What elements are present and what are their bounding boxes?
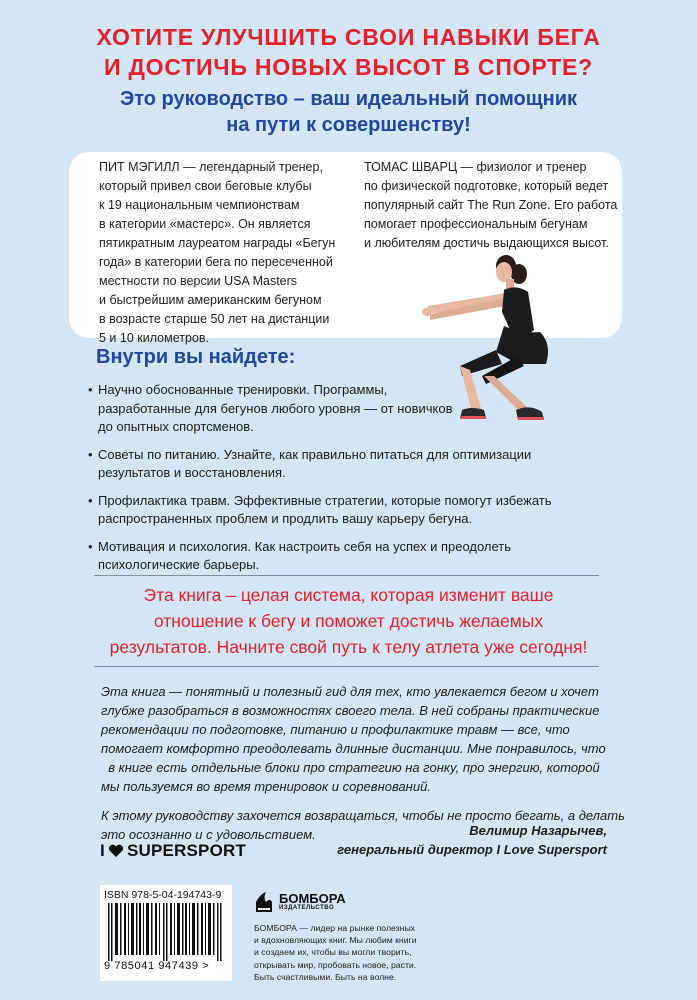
list-item — [88, 446, 558, 483]
list-item-line: до опытных спортсменов. — [98, 419, 254, 434]
list-item-line: психологические барьеры. — [98, 557, 260, 572]
publisher-line: и вдохновляющих книг. Мы любим книги — [254, 935, 417, 946]
signature-name: Велимир Назарычев, — [469, 823, 607, 838]
list-item-line: • Советы по питанию. Узнайте, как правильно питаться для оптимизации — [98, 446, 532, 462]
publisher-line: открывать мир, пробовать новое, расти. — [254, 959, 417, 970]
callout-text — [0, 582, 697, 660]
bio-line: популярный сайт The Run Zone. Его работа — [364, 198, 618, 212]
features-list — [88, 381, 558, 584]
review-line: помогает комфортно преодолевать длинные дистанции. Мне понравилось, что — [101, 741, 606, 756]
barcode-number: 9 785041 947439 > — [104, 960, 210, 972]
headline-line: ХОТИТЕ УЛУЧШИТЬ СВОИ НАВЫКИ БЕГА — [96, 24, 601, 50]
publisher-line: и создаем их, чтобы вы могли творить, — [254, 947, 412, 958]
list-item-line: • Научно обоснованные тренировки. Программы, — [98, 382, 388, 397]
author-bio-magill — [99, 158, 335, 348]
list-item-line: результатов и восстановления. — [98, 465, 286, 480]
bio-line: в возрасте старше 50 лет на дистанции — [99, 312, 330, 326]
list-item-line: распространенных проблем и продлить вашу карьеру бегуна. — [98, 511, 473, 526]
bio-line: по физической подготовке, который ведет — [364, 179, 609, 193]
callout-line: отношение к бегу и поможет достичь желаемых — [153, 611, 544, 631]
headline — [0, 22, 697, 82]
divider-bottom — [94, 666, 599, 667]
subheadline-line: на пути к совершенству! — [226, 114, 471, 136]
bio-line: 5 и 10 километров. — [99, 331, 209, 345]
bio-line: к 19 национальным чемпионствам — [99, 198, 300, 212]
bio-line: года» в категории бега по пересеченной — [99, 255, 333, 269]
publisher-name: БОМБОРА — [279, 890, 346, 906]
list-item-line: • Мотивация и психология. Как настроить себя на успех и преодолеть — [98, 538, 512, 554]
publisher-line: БОМБОРА — лидер на рынке полезных — [254, 923, 416, 933]
subheadline — [0, 86, 697, 138]
isbn-text: ISBN 978-5-04-194743-9 — [104, 889, 222, 901]
inside-section-title: Внутри вы найдете: — [96, 346, 296, 368]
publisher-description — [254, 922, 417, 983]
callout-line: результатов. Начните свой путь к телу атлета уже сегодня! — [109, 637, 588, 657]
supersport-logo — [100, 841, 246, 861]
publisher-line: Быть счастливыми. Быть на волне. — [254, 971, 397, 982]
bio-line: местности по версии USA Masters — [99, 274, 298, 288]
barcode-icon — [106, 903, 228, 961]
bombora-wave-icon — [254, 888, 274, 914]
bio-line: который привел свои беговые клубы — [99, 179, 312, 193]
supersport-prefix: I — [100, 841, 105, 860]
review-signature — [337, 821, 607, 859]
divider-top — [94, 575, 599, 576]
signature-title: генеральный директор I Love Supersport — [337, 842, 607, 857]
review-line: глубже разобраться в возможностях своего тела. В ней собраны практические — [101, 703, 600, 718]
bio-line: ПИТ МЭГИЛЛ — легендарный тренер, — [99, 160, 323, 174]
list-item — [88, 538, 558, 575]
callout-line: Эта книга – целая система, которая изменит ваше — [143, 585, 554, 605]
author-bio-schwartz — [364, 158, 617, 253]
review-line: рекомендации по подготовке, питанию и профилактике травм — все, что — [101, 722, 570, 737]
review-line: в книге есть отдельные блоки про стратегию на гонку, про энергию, которой — [101, 760, 600, 775]
review-line: мы пользуемся во время тренировок и соревнований. — [101, 779, 431, 794]
bio-line: и любителям достичь выдающихся высот. — [364, 236, 609, 250]
publisher-sub: ИЗДАТЕЛЬСТВО — [279, 904, 335, 911]
publisher-logo — [254, 888, 346, 914]
review-line: Эта книга — понятный и полезный гид для тех, кто увлекается бегом и хочет — [101, 684, 599, 699]
subheadline-line: Это руководство – ваш идеальный помощник — [119, 88, 578, 110]
review-line: это осознанно и с удовольствием. — [101, 827, 316, 842]
heart-icon — [108, 844, 124, 858]
review-paragraph — [101, 682, 611, 796]
bio-line: в категории «мастерс». Он является — [99, 217, 311, 231]
list-item — [88, 381, 558, 437]
bio-line: пятикратным лауреатом награды «Бегун — [99, 236, 336, 250]
list-item-line: • Профилактика травм. Эффективные стратегии, которые помогут избежать — [98, 492, 552, 508]
bio-line: помогает профессиональным бегунам — [364, 217, 588, 231]
headline-line: И ДОСТИЧЬ НОВЫХ ВЫСОТ В СПОРТЕ? — [103, 54, 594, 80]
list-item — [88, 492, 558, 529]
supersport-name: SUPERSPORT — [126, 841, 247, 860]
review-line: К этому руководству захочется возвращаться, чтобы не просто бегать, а делать — [101, 808, 625, 823]
bio-line: и быстрейшим американским бегуном — [99, 293, 322, 307]
list-item-line: разработанные для бегунов любого уровня — от новичков — [98, 400, 453, 416]
bio-line: ТОМАС ШВАРЦ — физиолог и тренер — [364, 160, 587, 174]
